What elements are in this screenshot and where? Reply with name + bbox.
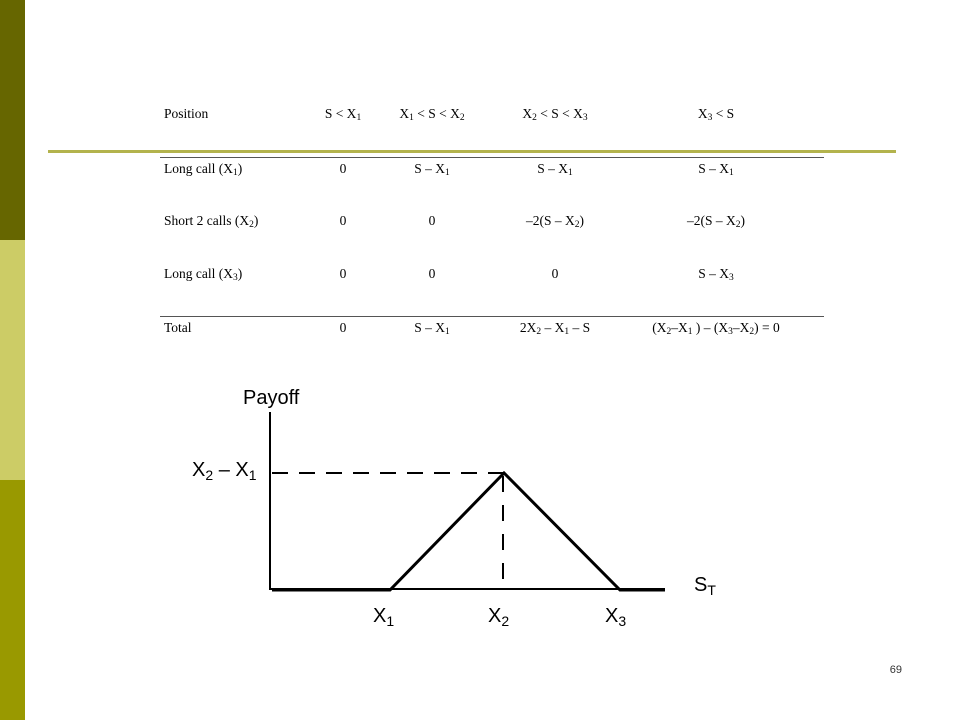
table-cell: 0: [339, 213, 347, 228]
y-axis-label: Payoff: [243, 387, 300, 409]
page-number: 69: [889, 664, 902, 676]
table-cell: 0: [339, 266, 347, 281]
table-cell: Short 2 calls $(X_2)$: [164, 213, 259, 230]
table-cell: Long call $(X_3)$: [164, 266, 243, 283]
table-header-cell: $X_3 < S$: [697, 106, 735, 123]
table-cell: 0: [551, 266, 559, 281]
table-cell: S – $X_3$: [698, 266, 734, 283]
table-header-cell: $S < X_1$: [324, 106, 362, 123]
table-cell: 0: [428, 213, 436, 228]
table-header-cell: Position: [164, 106, 209, 121]
table-cell: $2X_2 - X_1$ – S: [519, 320, 591, 337]
x-tick-label-x3: $X_3$: [605, 605, 627, 629]
table-cell: $-2(S - X_2)$: [686, 213, 746, 230]
x-axis-label: $S_T$: [694, 574, 716, 598]
peak-value-label: $X_2 - X_1$: [192, 459, 257, 483]
payoff-line: [272, 473, 665, 590]
x-tick-label-x2: $X_2$: [488, 605, 510, 629]
table-header-cell: $X_1 < S < X_2$: [399, 106, 465, 123]
table-header-cell: $X_2 < S < X_3$: [522, 106, 588, 123]
table-cell: Long call $(X_1)$: [164, 161, 243, 178]
table-cell: S – $X_1$: [698, 161, 734, 178]
table-cell: S – $X_1$: [414, 320, 450, 337]
table-cell: S – $X_1$: [537, 161, 573, 178]
table-cell: 0: [339, 161, 347, 176]
table-cell: S – $X_1$: [414, 161, 450, 178]
table-cell: Total: [164, 320, 192, 335]
table-cell: ($X_2-X_1$ ) – $(X_3-X_2) = 0$: [652, 320, 780, 337]
table-cell: 0: [428, 266, 436, 281]
table-cell: $-2(S - X_2)$: [525, 213, 585, 230]
x-tick-label-x1: $X_1$: [373, 605, 395, 629]
table-cell: 0: [339, 320, 347, 335]
